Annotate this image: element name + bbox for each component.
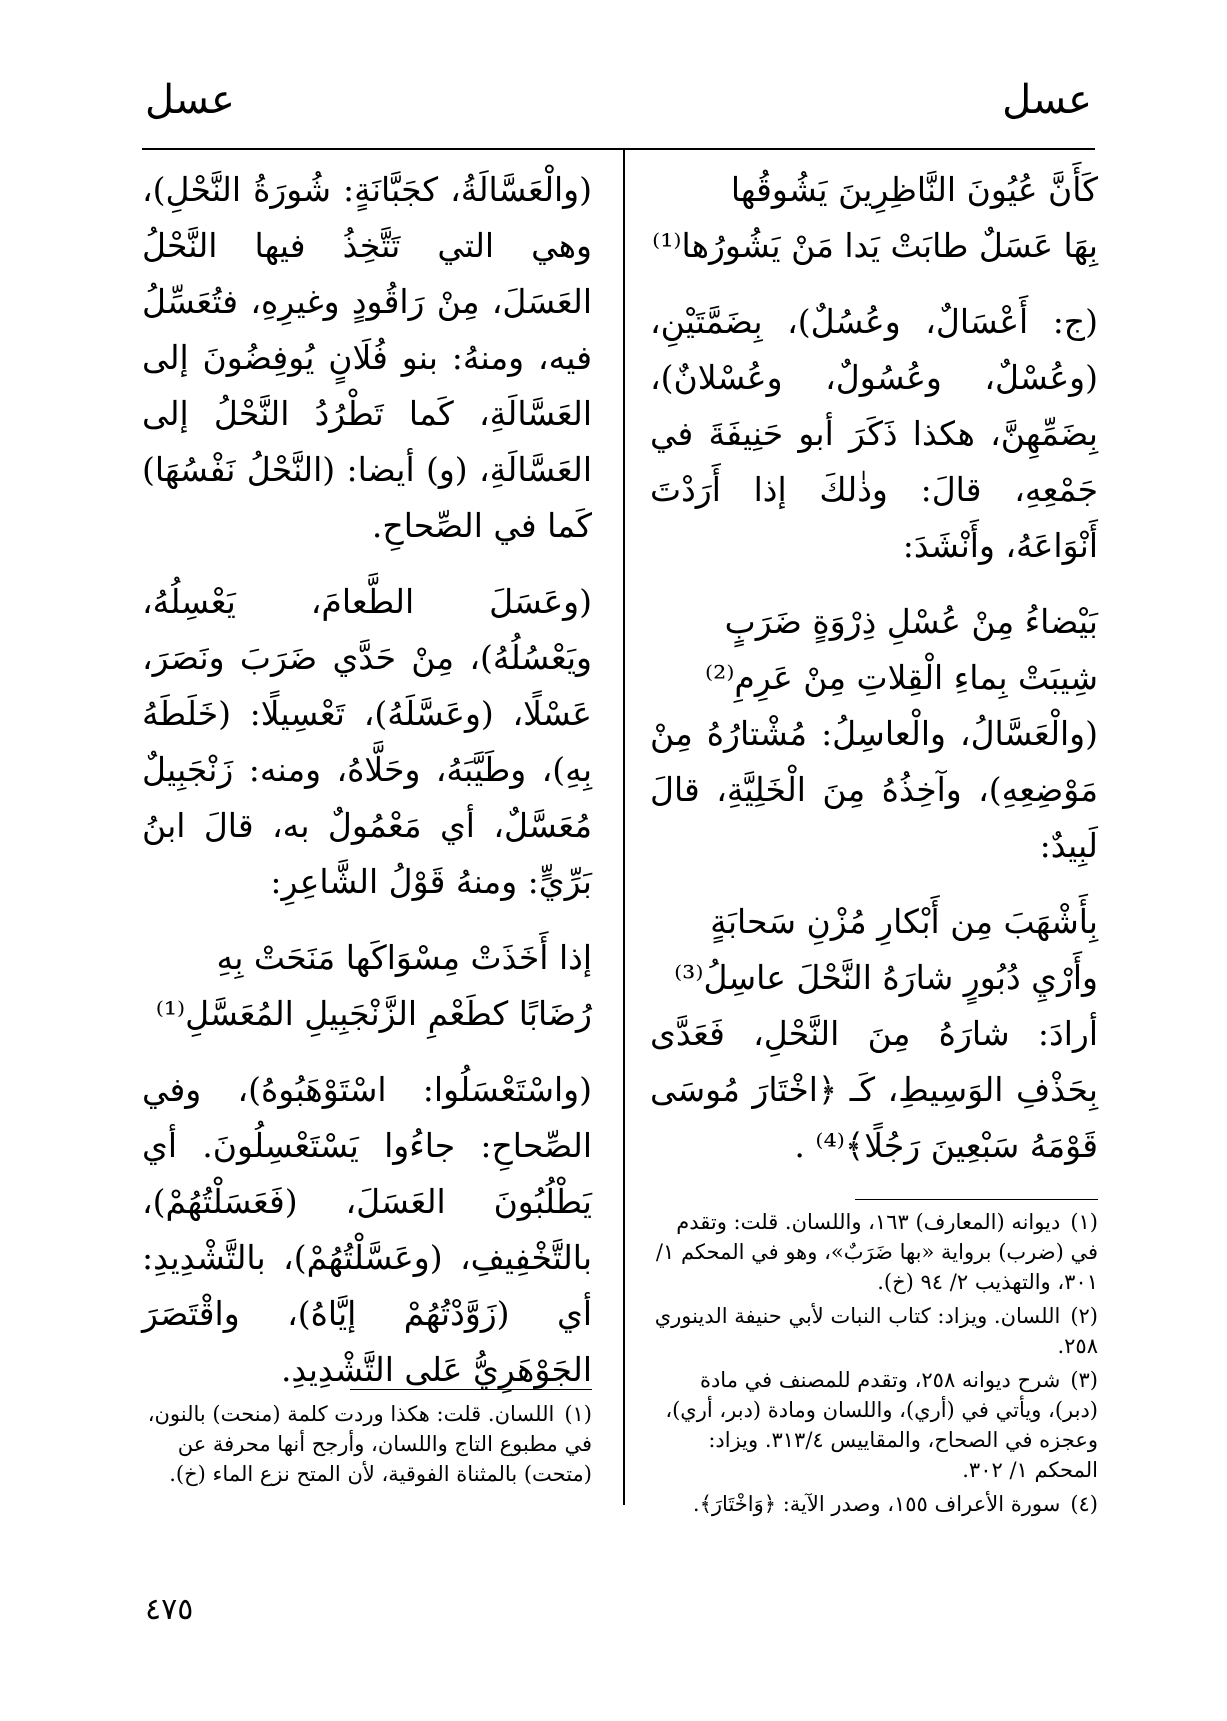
right-column — [650, 162, 1098, 1174]
verse-line: كَأَنَّ عُيُونَ النَّاظِرِينَ يَشُوقُها — [730, 170, 1098, 209]
paragraph: أرادَ: شارَهُ مِنَ النَّحْلِ، فَعَدَّى بِحَذْفِ الوَسِيطِ، كَـ ﴿اخْتَارَ مُوسَى قَوْمَهُ سَبْعِينَ رَجُلًا﴾⁽⁴⁾ . — [650, 1014, 1098, 1165]
verse-line: بَيْضاءُ مِنْ عُسْلِ ذِرْوَةٍ ضَرَبٍ — [724, 602, 1098, 641]
footnote — [650, 1489, 1098, 1519]
footnote-rule-right — [855, 1199, 1098, 1200]
footnote-text: ديوانه (المعارف) ١٦٣، واللسان. قلت: وتقدم في (ضرب) برواية «بها ضَرَبٌ»، وهو في المحكم ١/ ٣٠١، والتهذيب ٢/ ٩٤ (خ). — [655, 1210, 1098, 1294]
footnote-rule-left — [350, 1389, 592, 1390]
footnote-number: (١) — [1070, 1210, 1098, 1234]
footnote-text: سورة الأعراف ١٥٥، وصدر الآية: ﴿وَاخْتَارَ﴾. — [692, 1492, 1061, 1516]
verse-line: بِهَا عَسَلٌ طابَتْ يَدا مَنْ يَشُورُها⁽¹⁾ — [652, 226, 1098, 265]
page-number: ٤٧٥ — [145, 1592, 194, 1627]
header-rule — [142, 148, 1095, 150]
column-divider — [623, 150, 625, 1505]
footnotes-left — [142, 1399, 592, 1493]
verse-line: شِيبَتْ بِماءِ الْقِلاتِ مِنْ عَرِمِ⁽²⁾ — [704, 658, 1098, 697]
verse-line: إذا أَخَذَتْ مِسْوَاكَها مَنَحَتْ بِهِ — [216, 938, 592, 977]
paragraph: (والْعَسَّالَةُ، كجَبَّانَةٍ: شُورَةُ النَّحْلِ)، وهي التي تَتَّخِذُ فيها النَّحْلُ العَسَلَ، مِنْ رَاقُودٍ وغيرِهِ، فتُعَسِّلُ فيه، ومنهُ: بنو فُلَانٍ يُوفِضُونَ إلى العَسَّالَةِ، كَما تَطْرُدُ النَّحْلُ إلى العَسَّالَةِ، (و) أيضا: (النَّحْلُ نَفْسُهَا) كَما في الصِّحاحِ. — [142, 170, 592, 545]
footnote-number: (٢) — [1070, 1304, 1098, 1328]
paragraph: (وعَسَلَ الطَّعامَ، يَعْسِلُهُ، ويَعْسُلُهُ)، مِنْ حَدَّي ضَرَبَ ونَصَرَ، عَسْلًا، (وعَسَّلَهُ)، تَعْسِيلًا: (خَلَطَهُ بِهِ)، وطَيَّبَهُ، وحَلَّاهُ، ومنه: زَنْجَبِيلٌ مُعَسَّلٌ، أي مَعْمُولٌ به، قالَ ابنُ بَرِّيٍّ: ومنهُ قَوْلُ الشَّاعِرِ: — [142, 582, 592, 901]
footnote — [142, 1399, 592, 1489]
verse-line: رُضَابًا كطَعْمِ الزَّنْجَبِيلِ المُعَسَّلِ⁽¹⁾ — [155, 994, 592, 1033]
footnote-text: اللسان. قلت: هكذا وردت كلمة (منحت) بالنون، في مطبوع التاج واللسان، وأرجح أنها محرفة عن (متحت) بالمثناة الفوقية، لأن المتح نزع الماء (خ). — [147, 1402, 592, 1486]
footnote-number: (٤) — [1070, 1492, 1098, 1516]
footnotes-right — [650, 1207, 1098, 1523]
footnote — [650, 1365, 1098, 1485]
footnote-number: (١) — [564, 1402, 592, 1426]
paragraph: (واسْتَعْسَلُوا: اسْتَوْهَبُوهُ)، وفي الصِّحاحِ: جاءُوا يَسْتَعْسِلُونَ. أي يَطْلُبُونَ العَسَلَ، (فَعَسَلْتُهُمْ)، بالتَّخْفِيفِ، (وعَسَّلْتُهُمْ)، بالتَّشْدِيدِ: أي (زَوَّدْتُهُمْ إيَّاهُ)، واقْتَصَرَ الجَوْهَرِيُّ عَلى التَّشْدِيدِ. — [142, 1070, 592, 1389]
verse-line: وأَرْيِ دُبُورٍ شارَهُ النَّحْلَ عاسِلُ⁽³⁾ — [674, 958, 1098, 997]
paragraph: (ج: أَعْسَالٌ، وعُسُلٌ)، بِضَمَّتَيْنِ، (وعُسْلٌ، وعُسُولٌ، وعُسْلانٌ)، بِضَمِّهِنَّ، هكذا ذَكَرَ أبو حَنِيفَةَ في جَمْعِهِ، قالَ: وذٰلكَ إذا أَرَدْتَ أَنْوَاعَهُ، وأَنْشَدَ: — [650, 302, 1098, 565]
footnote-text: اللسان. ويزاد: كتاب النبات لأبي حنيفة الدينوري ٢٥٨. — [654, 1304, 1098, 1358]
footnote-number: (٣) — [1070, 1368, 1098, 1392]
footnote — [650, 1301, 1098, 1361]
footnote-text: شرح ديوانه ٢٥٨، وتقدم للمصنف في مادة (دبر)، ويأتي في (أري)، واللسان ومادة (دبر، أري)، وعجزه في الصحاح، والمقاييس ٣١٣/٤. ويزاد: المحكم ١/ ٣٠٢. — [665, 1368, 1098, 1482]
footnote — [650, 1207, 1098, 1297]
left-column — [142, 162, 592, 1398]
running-header-left: عسل — [145, 77, 235, 123]
running-header-right: عسل — [1002, 77, 1092, 123]
verse-line: بِأَشْهَبَ مِن أَبْكارِ مُزْنِ سَحابَةٍ — [710, 902, 1098, 941]
paragraph: (والْعَسَّالُ، والْعاسِلُ: مُشْتارُهُ مِنْ مَوْضِعِهِ)، وآخِذُهُ مِنَ الْخَلِيَّةِ، قالَ لَبِيدٌ: — [650, 714, 1098, 865]
